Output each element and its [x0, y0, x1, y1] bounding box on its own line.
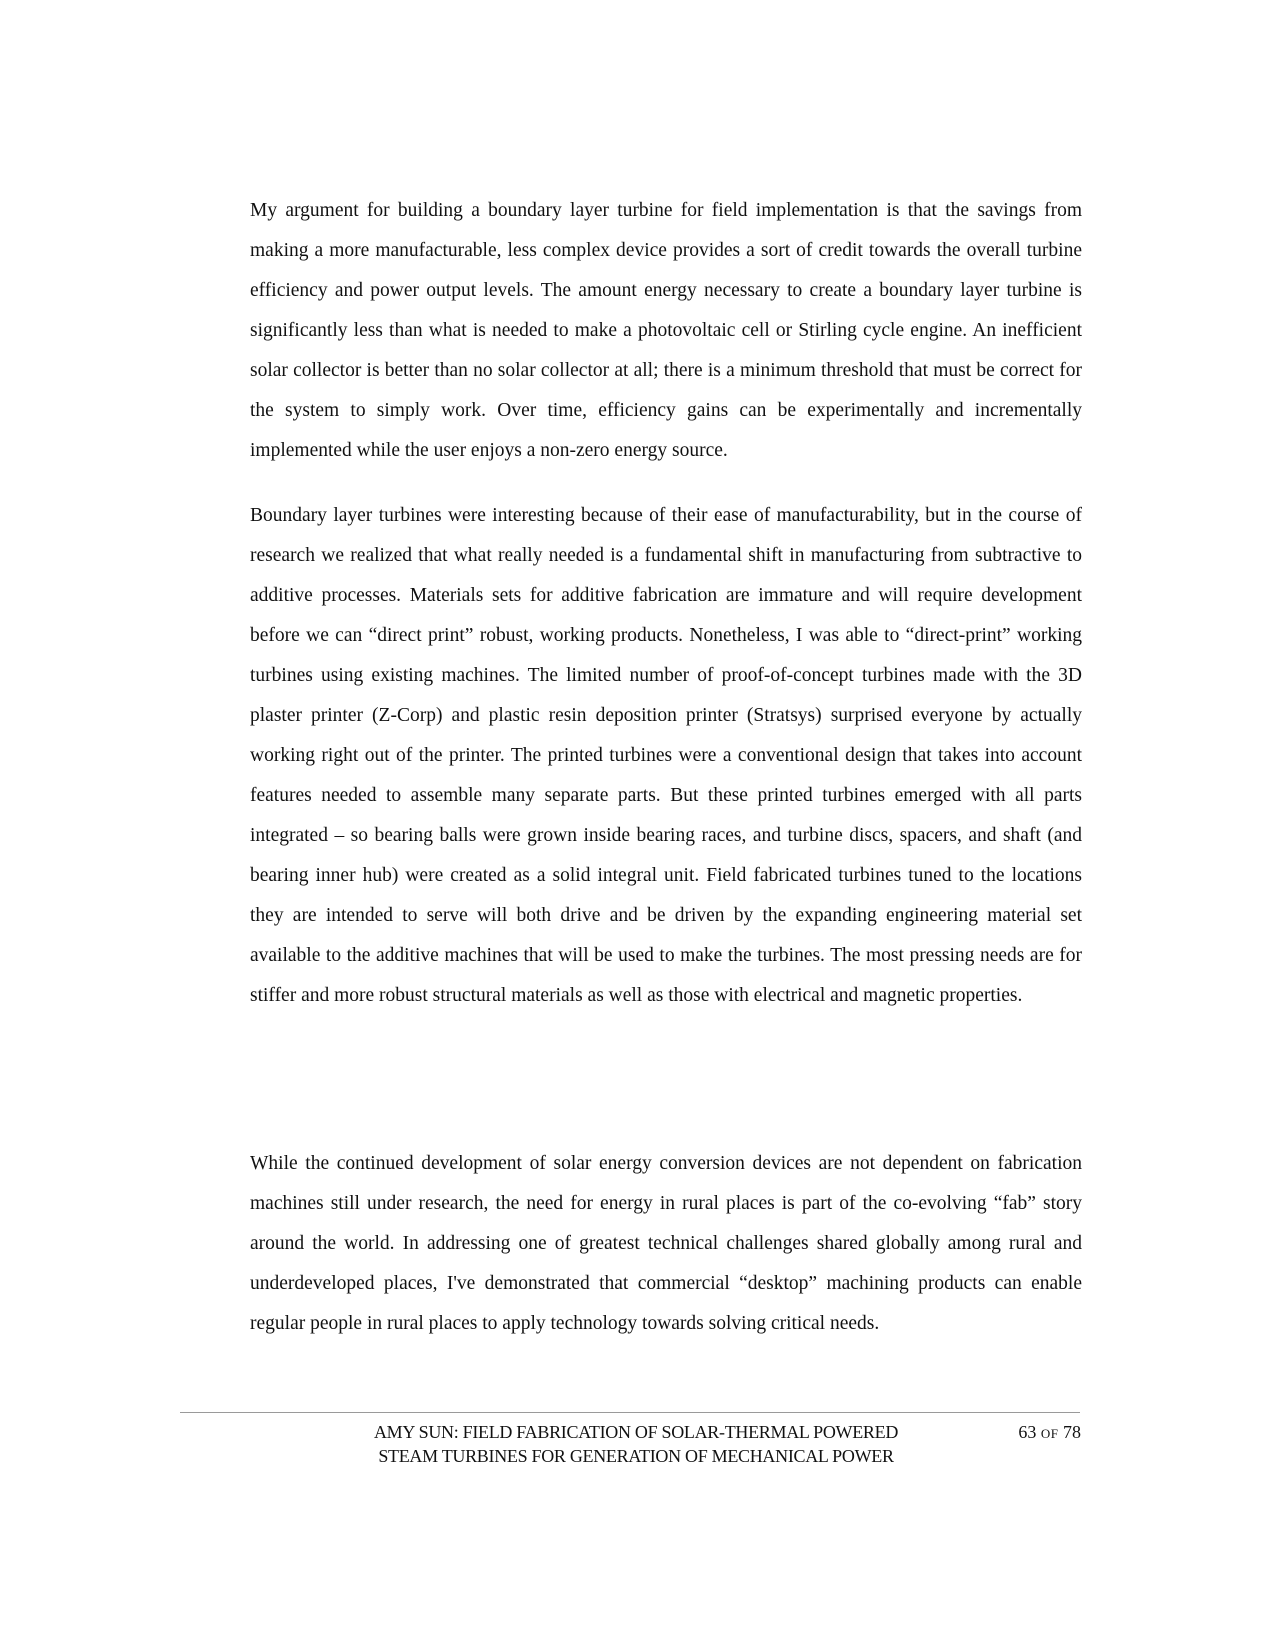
footer-title — [330, 1420, 942, 1468]
paragraph-rural-energy: While the continued development of solar energy conversion devices are not dependent on fabrication machines still under research, the need for energy in rural places is part of the co-evolving “fab” story around the world. In addressing one of greatest technical challenges shared globally among rural and underdeveloped places, I've demonstrated that commercial “desktop” machining products can enable regular people in rural places to apply technology towards solving critical needs. — [250, 1153, 1082, 1334]
footer-title-line-2: STEAM TURBINES FOR GENERATION OF MECHANICAL POWER — [378, 1446, 894, 1466]
paragraph-additive-fabrication: Boundary layer turbines were interesting because of their ease of manufacturability, but in the course of research we realized that what really needed is a fundamental shift in manufacturing from subtractive to additive processes. Materials sets for additive fabrication are immature and will require development before we can “direct print” robust, working products. Nonetheless, I was able to “direct-print” working turbines using existing machines. The limited number of proof-of-concept turbines made with the 3D plaster printer (Z-Corp) and plastic resin deposition printer (Stratsys) surprised everyone by actually working right out of the printer. The printed turbines were a conventional design that takes into account features needed to assemble many separate parts. But these printed turbines emerged with all parts integrated – so bearing balls were grown inside bearing races, and turbine discs, spacers, and shaft (and bearing inner hub) were created as a solid integral unit. Field fabricated turbines tuned to the locations they are intended to serve will both drive and be driven by the expanding engineering material set available to the additive machines that will be used to make the turbines. The most pressing needs are for stiffer and more robust structural materials as well as those with electrical and magnetic properties. — [250, 505, 1082, 1006]
paragraph-boundary-layer-argument: My argument for building a boundary layer turbine for field implementation is that the savings from making a more manufacturable, less complex device provides a sort of credit towards the overall turbine efficiency and power output levels. The amount energy necessary to create a boundary layer turbine is significantly less than what is needed to make a photovoltaic cell or Stirling cycle engine. An inefficient solar collector is better than no solar collector at all; there is a minimum threshold that must be correct for the system to simply work. Over time, efficiency gains can be experimentally and incrementally implemented while the user enjoys a non-zero energy source. — [250, 200, 1082, 461]
footer-title-line-1: AMY SUN: FIELD FABRICATION OF SOLAR-THERMAL POWERED — [373, 1422, 899, 1442]
page-current: 63 — [1018, 1422, 1037, 1442]
page-number — [975, 1420, 1081, 1446]
footer-divider — [180, 1412, 1080, 1413]
page-of-label: OF — [1040, 1426, 1059, 1441]
page-total: 78 — [1063, 1422, 1081, 1442]
